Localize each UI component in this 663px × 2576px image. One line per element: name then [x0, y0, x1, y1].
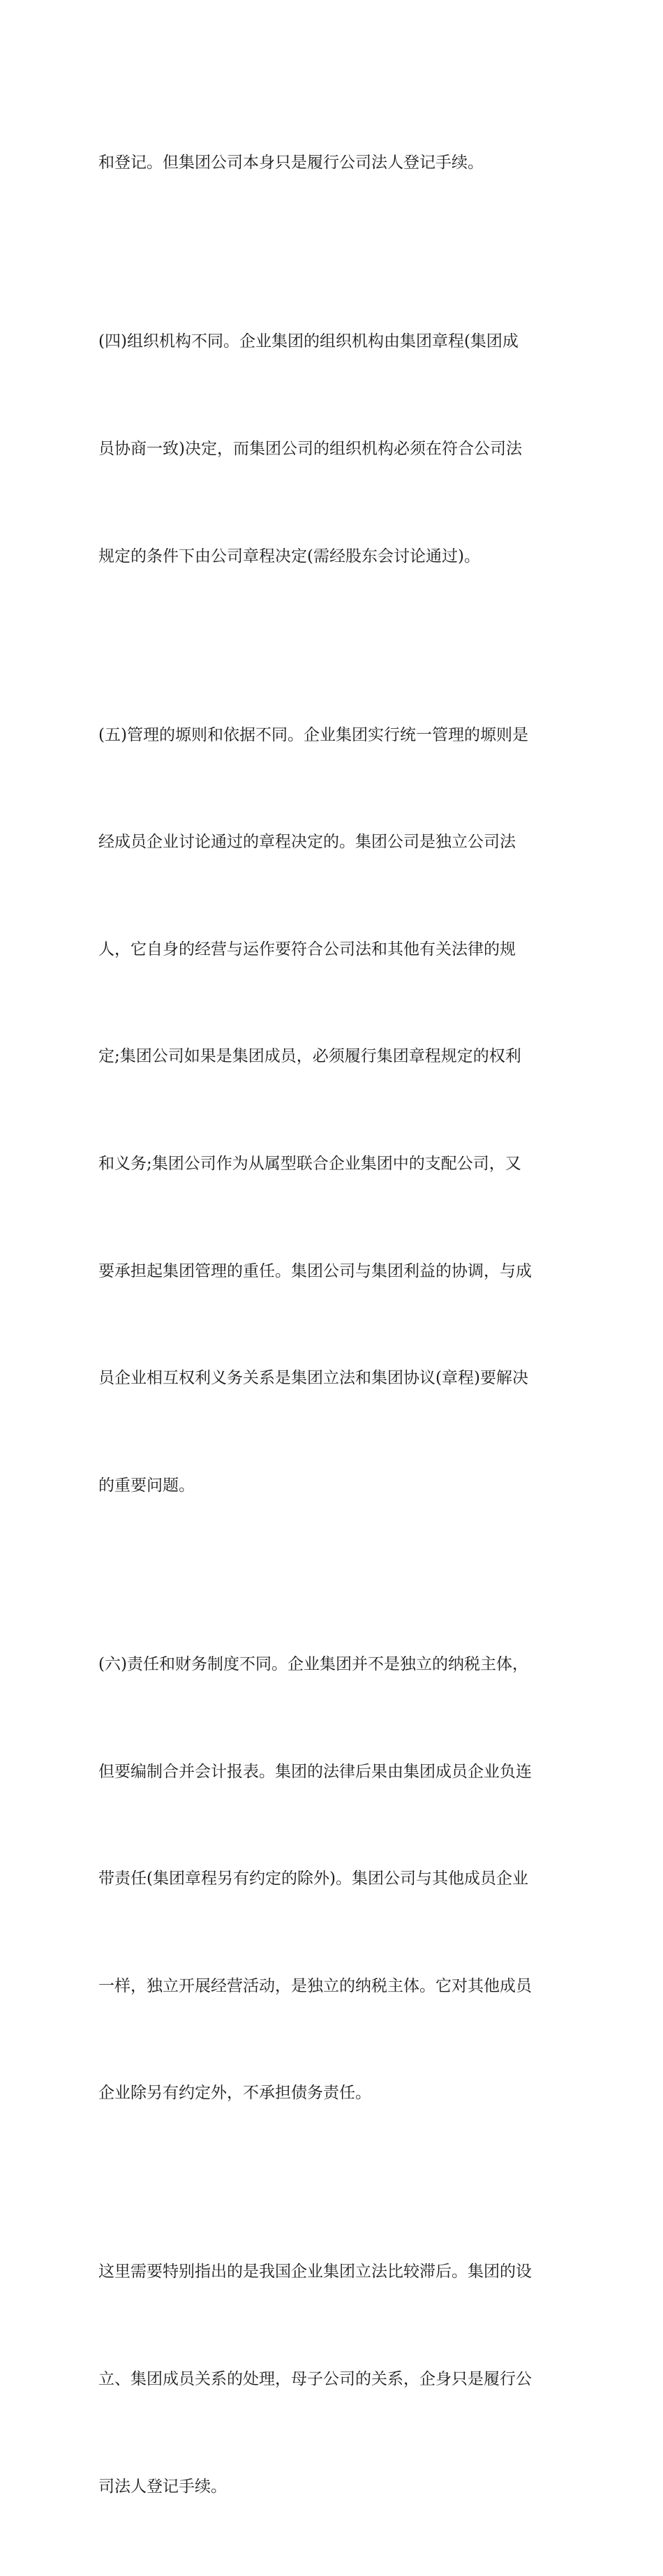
text-line: 立、集团成员关系的处理，母子公司的关系，企身只是履行公 [98, 2370, 532, 2388]
text-line: 人，它自身的经营与运作要符合公司法和其他有关法律的规 [98, 940, 516, 958]
paragraph-legislation-note [98, 2183, 573, 2576]
text-line: 定;集团公司如果是集团成员，必须履行集团章程规定的权利 [98, 1047, 521, 1066]
text-line: 但要编制合并会计报表。集团的法律后果由集团成员企业负连 [98, 1762, 532, 1781]
paragraph-management-principles [98, 646, 573, 1575]
text-line: 和登记。但集团公司本身只是履行公司法人登记手续。 [98, 154, 484, 172]
text-line: (四)组织机构不同。企业集团的组织机构由集团章程(集团成 [98, 332, 519, 351]
text-line: 这里需要特别指出的是我国企业集团立法比较滞后。集团的设 [98, 2263, 532, 2281]
text-line: 员协商一致)决定，而集团公司的组织机构必须在符合公司法 [98, 440, 522, 459]
paragraph-registration [98, 74, 573, 253]
text-line: 带责任(集团章程另有约定的除外)。集团公司与其他成员企业 [98, 1870, 528, 1888]
text-line: 司法人登记手续。 [98, 2477, 227, 2496]
text-line: (五)管理的塬则和依据不同。企业集团实行统一管理的塬则是 [98, 725, 528, 744]
text-line: 员企业相互权利义务关系是集团立法和集团协议(章程)要解决 [98, 1369, 528, 1388]
text-line: 经成员企业讨论通过的章程决定的。集团公司是独立公司法 [98, 833, 516, 852]
document-body [98, 74, 573, 2576]
text-line: 和义务;集团公司作为从属型联合企业集团中的支配公司，又 [98, 1155, 521, 1174]
text-line: 规定的条件下由公司章程决定(需经股东会讨论通过)。 [98, 547, 480, 565]
text-line: 的重要问题。 [98, 1476, 195, 1495]
text-line: 企业除另有约定外，不承担债务责任。 [98, 2084, 371, 2103]
text-line: (六)责任和财务制度不同。企业集团并不是独立的纳税主体， [98, 1655, 528, 1673]
text-line: 一样，独立开展经营活动，是独立的纳税主体。它对其他成员 [98, 1976, 532, 1995]
paragraph-organization-structure [98, 253, 573, 646]
text-line: 要承担起集团管理的重任。集团公司与集团利益的协调，与成 [98, 1261, 532, 1280]
paragraph-liability-finance [98, 1576, 573, 2183]
